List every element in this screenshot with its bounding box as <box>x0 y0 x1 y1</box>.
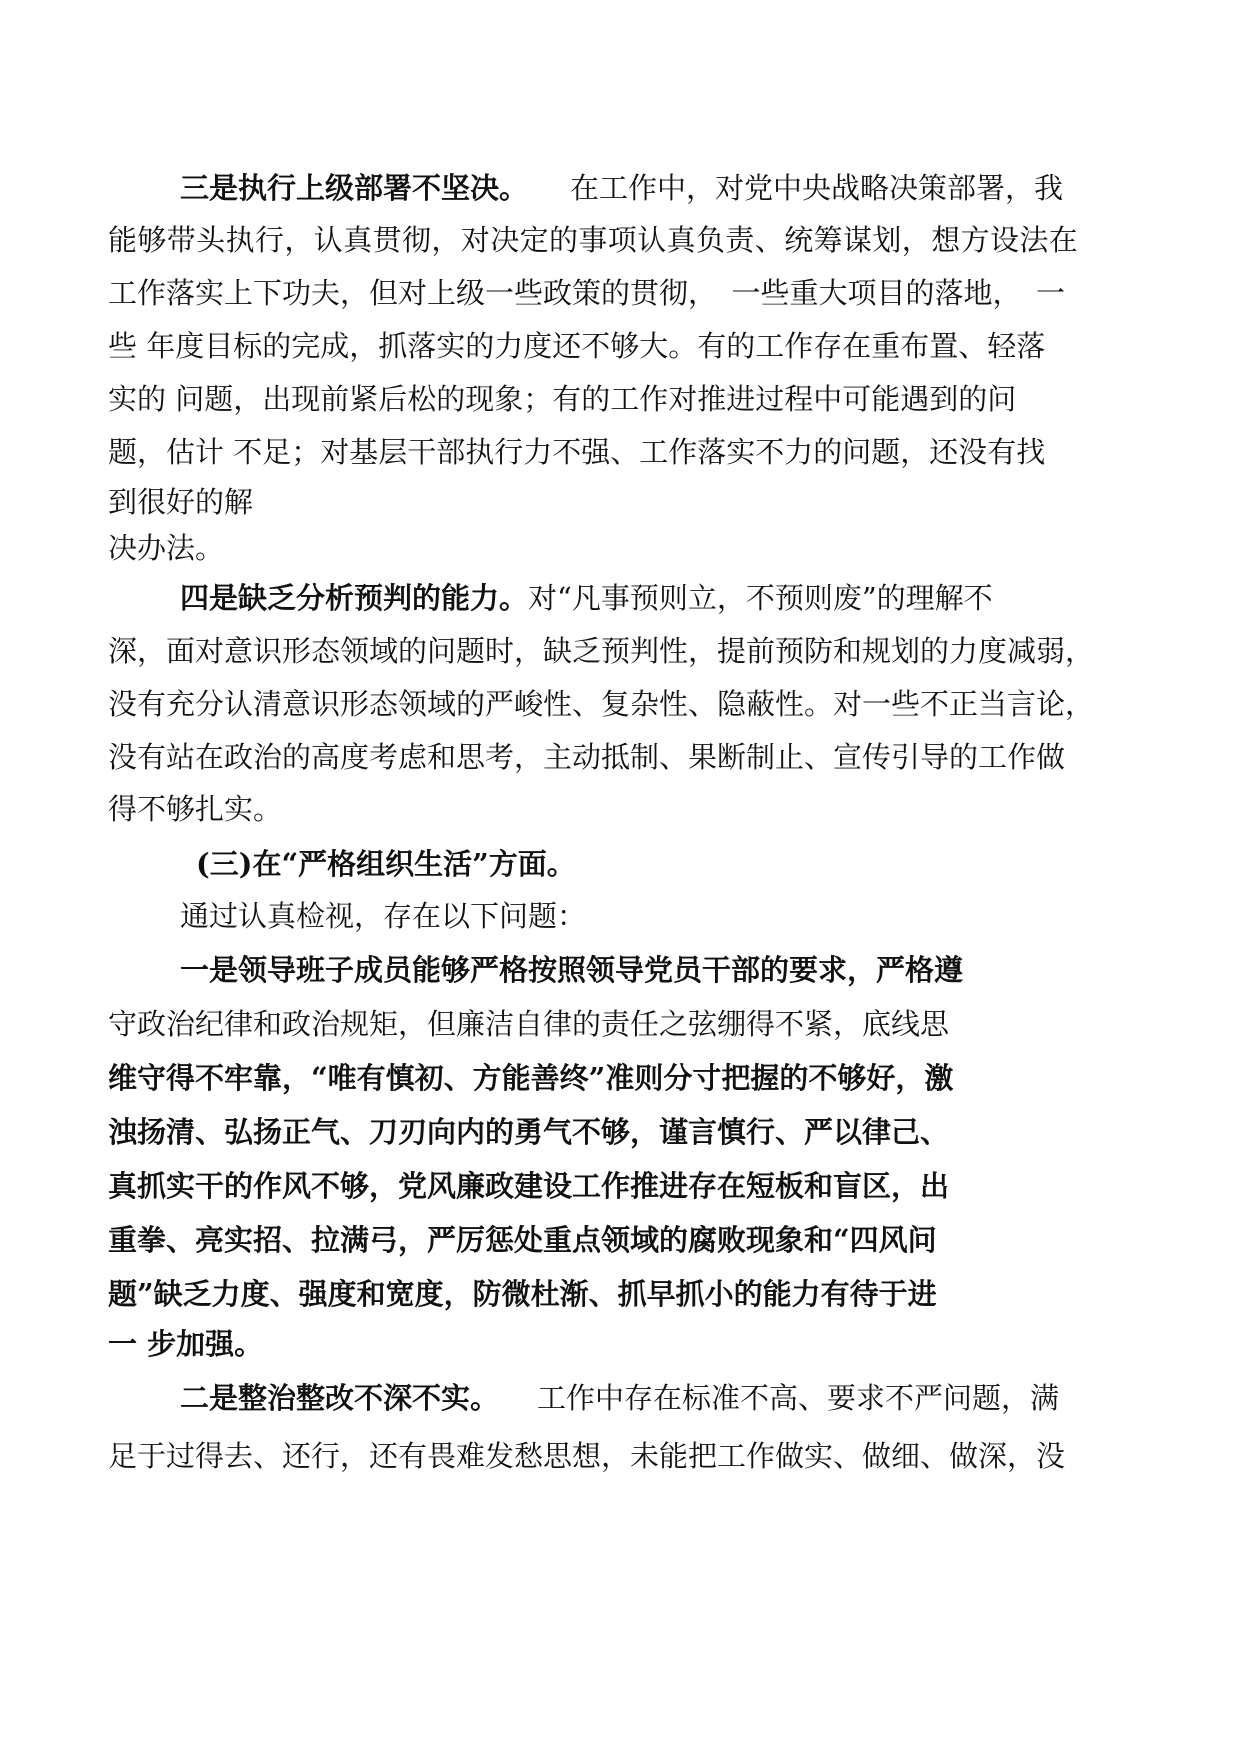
paragraph-3-lead: 三是执行上级部署不坚决。 <box>180 171 529 205</box>
paragraph-4-line-4: 没有站在政治的高度考虑和思考，主动抵制、果断制止、宣传引导的工作做 <box>108 740 1066 774</box>
paragraph-3-line-4: 些 年度目标的完成，抓落实的力度还不够大。有的工作存在重布置、轻落 <box>108 329 1046 363</box>
problem-2-line-2: 足于过得去、还行，还有畏难发愁思想，未能把工作做实、做细、做深，没 <box>108 1439 1066 1473</box>
section-heading: (三)在“严格组织生活”方面。 <box>196 847 576 881</box>
problem-2-lead: 二是整治整改不深不实。 <box>180 1381 500 1415</box>
problem-2-line-1 <box>180 1380 1059 1416</box>
paragraph-3-line-1 <box>180 170 1063 206</box>
paragraph-3-line-8: 决办法。 <box>108 531 225 565</box>
problem-1-line-6: 重拳、亮实招、拉满弓，严厉惩处重点领域的腐败现象和“四风问 <box>108 1223 937 1257</box>
problem-1-line-8: 一 步加强。 <box>108 1327 264 1361</box>
paragraph-4-lead: 四是缺乏分析预判的能力。 <box>180 581 529 615</box>
problem-1-line-7: 题”缺乏力度、强度和宽度，防微杜渐、抓早抓小的能力有待于进 <box>108 1277 937 1311</box>
problem-1-line-1: 一是领导班子成员能够严格按照领导党员干部的要求，严格遵 <box>180 953 964 987</box>
problem-1-line-3: 维守得不牢靠，“唯有慎初、方能善终”准则分寸把握的不够好，激 <box>108 1061 954 1095</box>
problem-2-text: 工作中存在标准不高、要求不严问题，满 <box>537 1381 1060 1415</box>
paragraph-4-line-2: 深，面对意识形态领域的问题时，缺乏预判性，提前预防和规划的力度减弱， <box>108 634 1095 668</box>
problem-1-line-5: 真抓实干的作风不够，党风廉政建设工作推进存在短板和盲区，出 <box>108 1169 950 1203</box>
paragraph-3-line-7: 到很好的解 <box>108 485 254 519</box>
paragraph-3-line-3: 工作落实上下功夫，但对上级一些政策的贯彻， 一些重大项目的落地， 一 <box>108 276 1066 310</box>
paragraph-4-line-3: 没有充分认清意识形态领域的严峻性、复杂性、隐蔽性。对一些不正当言论， <box>108 687 1095 721</box>
problem-1-line-2: 守政治纪律和政治规矩，但廉洁自律的责任之弦绷得不紧，底线思 <box>108 1007 950 1041</box>
paragraph-4-line-5: 得不够扎实。 <box>108 792 283 826</box>
paragraph-4-text: 对“凡事预则立，不预则废”的理解不 <box>528 581 993 615</box>
paragraph-4-line-1 <box>180 580 993 616</box>
paragraph-3-line-5: 实的 问题，出现前紧后松的现象；有的工作对推进过程中可能遇到的问 <box>108 382 1017 416</box>
paragraph-3-line-2: 能够带头执行，认真贯彻，对决定的事项认真负责、统筹谋划，想方设法在 <box>108 223 1079 257</box>
intro-text: 通过认真检视，存在以下问题： <box>180 899 587 933</box>
paragraph-3-line-6: 题，估计 不足；对基层干部执行力不强、工作落实不力的问题，还没有找 <box>108 435 1046 469</box>
paragraph-3-text: 在工作中，对党中央战略决策部署，我 <box>570 171 1064 205</box>
problem-1-line-4: 浊扬清、弘扬正气、刀刃向内的勇气不够，谨言慎行、严以律己、 <box>108 1115 950 1149</box>
